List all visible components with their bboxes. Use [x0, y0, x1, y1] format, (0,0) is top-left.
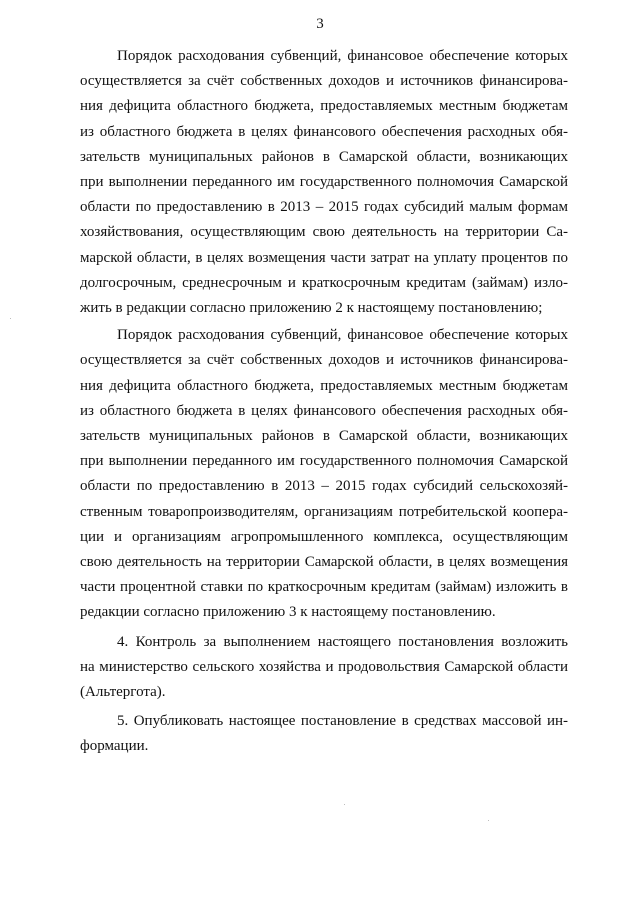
- text-line: области по предоставлению в 2013 – 2015 годах субсидий малым формам: [80, 199, 568, 216]
- scan-speck: [10, 318, 11, 319]
- text-line: долгосрочным, среднесрочным и краткосрочным кредитам (займам) изло-: [80, 274, 568, 291]
- text-line: на министерство сельского хозяйства и продовольствия Самарской области: [80, 658, 568, 675]
- paragraph-item-4-control: [80, 630, 568, 706]
- page-number: 3: [316, 16, 324, 32]
- text-line: при выполнении переданного им государственного полномочия Самарской: [80, 453, 568, 470]
- text-line: редакции согласно приложению 3 к настоящему постановлению.: [80, 604, 496, 621]
- text-line: осуществляется за счёт собственных доходов и источников финансирова-: [80, 352, 568, 369]
- text-line: ственным товаропроизводителям, организациям потребительской коопера-: [80, 503, 568, 520]
- paragraph-item-5-publish: [80, 709, 568, 759]
- text-line: 4. Контроль за выполнением настоящего постановления возложить: [117, 633, 568, 650]
- text-line: при выполнении переданного им государственного полномочия Самарской: [80, 174, 568, 191]
- text-line: ния дефицита областного бюджета, предоставляемых местным бюджетам: [80, 377, 568, 394]
- text-line: ции и организациям агропромышленного комплекса, осуществляющим: [80, 528, 568, 545]
- text-line: осуществляется за счёт собственных доходов и источников финансирова-: [80, 73, 568, 90]
- text-line: (Альтергота).: [80, 684, 166, 701]
- text-line: из областного бюджета в целях финансового обеспечения расходных обя-: [80, 402, 568, 419]
- paragraph-subsidies-agricultural: [80, 323, 568, 625]
- text-line: марской области, в целях возмещения части затрат на уплату процентов по: [80, 249, 568, 266]
- scan-speck: [488, 820, 489, 821]
- text-line: ния дефицита областного бюджета, предоставляемых местным бюджетам: [80, 98, 568, 115]
- text-line: из областного бюджета в целях финансового обеспечения расходных обя-: [80, 123, 568, 140]
- text-line: формации.: [80, 738, 149, 755]
- text-line: хозяйствования, осуществляющим свою деятельность на территории Са-: [80, 224, 568, 241]
- text-line: области по предоставлению в 2013 – 2015 годах субсидий сельскохозяй-: [80, 478, 568, 495]
- text-line: Порядок расходования субвенций, финансовое обеспечение которых: [117, 48, 568, 64]
- text-line: Порядок расходования субвенций, финансовое обеспечение которых: [117, 327, 568, 344]
- paragraph-subsidies-small-business: [80, 44, 568, 321]
- text-line: части процентной ставки по краткосрочным кредитам (займам) изложить в: [80, 579, 568, 596]
- text-line: жить в редакции согласно приложению 2 к настоящему постановлению;: [80, 300, 543, 317]
- text-line: свою деятельность на территории Самарской области, в целях возмещения: [80, 554, 568, 571]
- scan-speck: [344, 804, 345, 805]
- document-body: [80, 44, 568, 760]
- text-line: зательств муниципальных районов в Самарской области, возникающих: [80, 148, 568, 165]
- text-line: 5. Опубликовать настоящее постановление в средствах массовой ин-: [117, 713, 568, 730]
- text-line: зательств муниципальных районов в Самарской области, возникающих: [80, 428, 568, 445]
